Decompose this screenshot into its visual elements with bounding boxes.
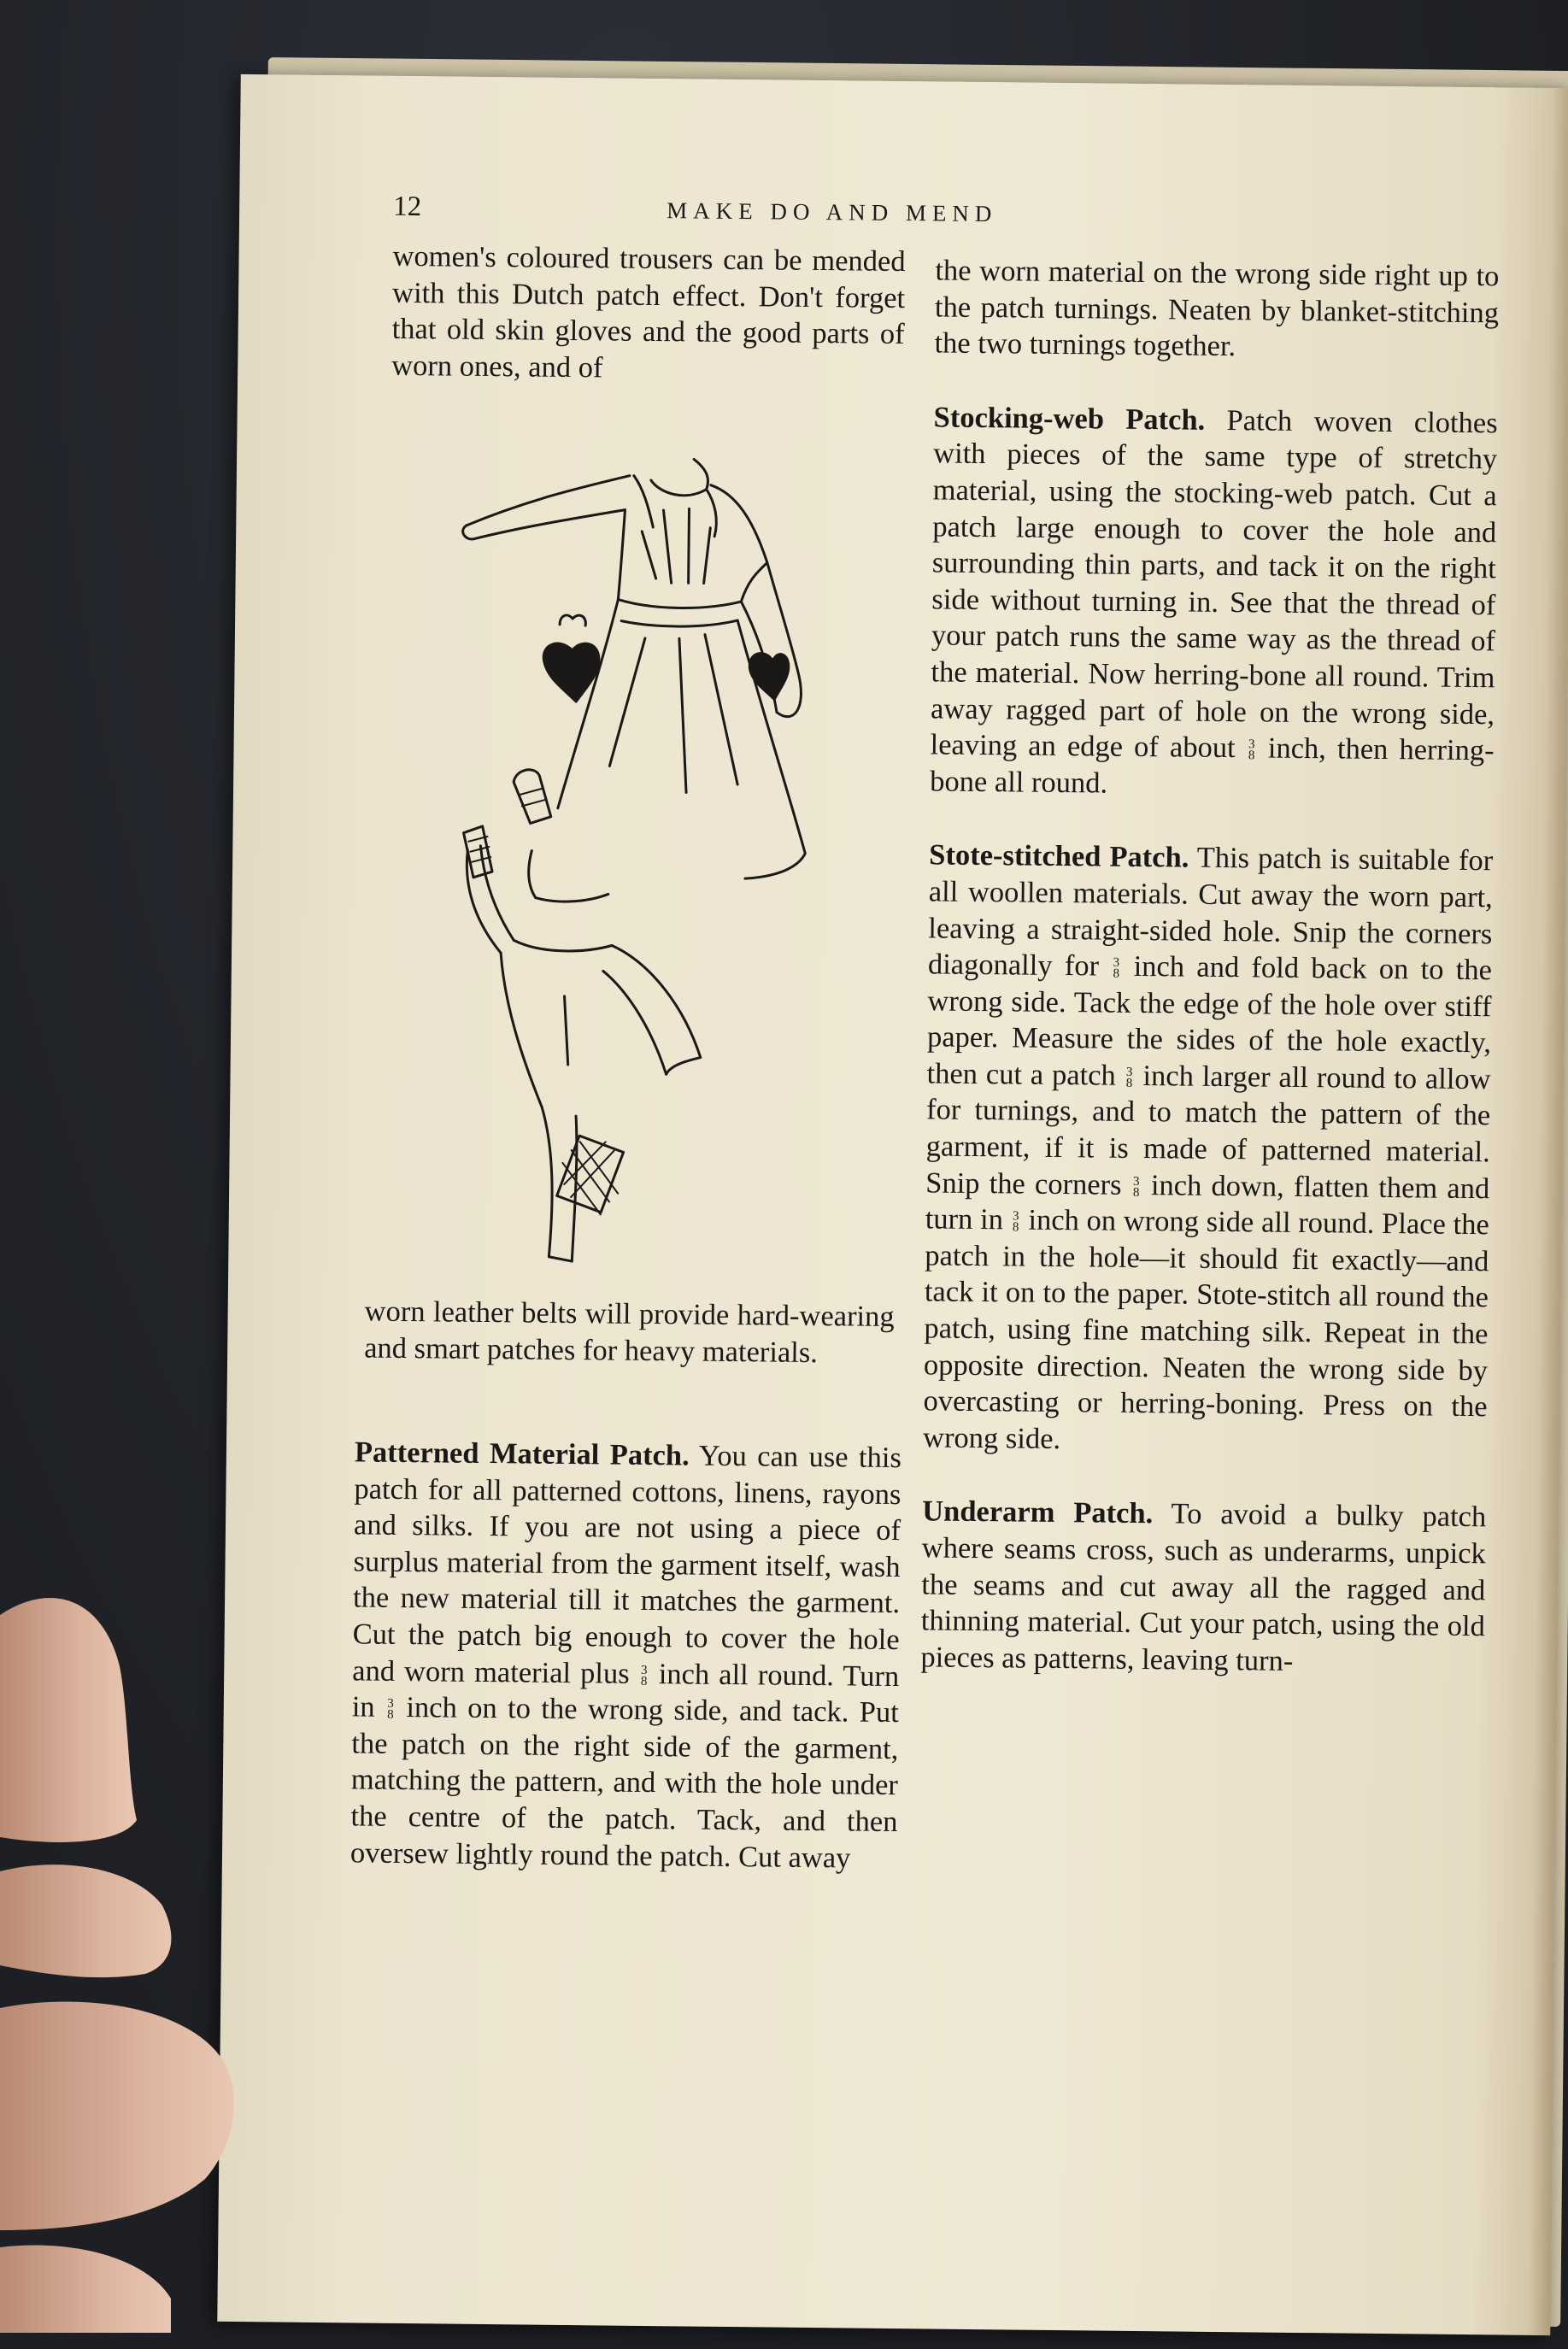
section-stote-stitched-patch [923, 837, 1494, 1462]
left-column-top [391, 238, 906, 390]
heading-stote-stitched-patch: Stote-stitched Patch. [929, 838, 1189, 874]
section-patterned-material-patch [350, 1434, 901, 1876]
right-column [920, 252, 1499, 1681]
stote-text-b: inch and fold back on to the wrong side. Tack the edge of the hole over stiff paper. Measure the sides of the hole exactly, then cut a patch [926, 949, 1493, 1092]
fraction-three-eighths: 3 8 [640, 1663, 648, 1688]
heart-patch-skirt [543, 643, 599, 702]
strap-patch-right [514, 770, 552, 824]
stote-text-d: inch down, flatten them and turn in [925, 1168, 1490, 1236]
fraction-three-eighths: 3 8 [1012, 1209, 1019, 1235]
stocking-text-a: Patch woven clothes with pieces of the same type of stretchy material, using the stocking-web patch. Cut a patch large enough to cover the hole and surrounding thin parts, and tack it on the right side without turning in. See that the thread of your patch runs the same way as the thread of the material. Now herring-bone all round. Trim away ragged part of hole on the wrong side, leaving an edge of about [930, 403, 1498, 765]
fraction-three-eighths: 3 8 [1113, 955, 1120, 981]
left-column-mid [364, 1294, 895, 1372]
heart-patch-elbow [749, 653, 789, 699]
dungarees-drawing [459, 769, 703, 1263]
fraction-three-eighths: 3 8 [1248, 737, 1255, 763]
paragraph-leather-belts: worn leather belts will provide hard-wearing and smart patches for heavy materials. [364, 1295, 895, 1369]
fraction-three-eighths: 3 8 [1132, 1174, 1140, 1200]
patterned-text-c: inch on to the wrong side, and tack. Put the patch on the right side of the garment, matching the pattern, and with the hole under the centre of the patch. Tack, and then oversew lightly round the patch. Cut away [349, 1691, 899, 1875]
dress-drawing [459, 457, 809, 879]
fraction-three-eighths: 3 8 [1125, 1065, 1133, 1090]
stote-text-c: inch larger all round to allow for turnings, and to match the pattern of the garment, if it is made of patterned material. Snip the corners [925, 1059, 1491, 1201]
fraction-three-eighths: 3 8 [387, 1697, 394, 1723]
stote-text-a: This patch is suitable for all woollen materials. Cut away the worn part, leaving a straight-sided hole. Snip the corners diagonally for [927, 841, 1494, 983]
left-column-bottom [350, 1434, 901, 1876]
section-stocking-web-patch [930, 399, 1498, 805]
running-title: MAKE DO AND MEND [667, 197, 998, 227]
heading-underarm-patch: Underarm Patch. [922, 1495, 1154, 1530]
stocking-text-b: inch, then herring-bone all round. [929, 731, 1495, 800]
heading-patterned-material-patch: Patterned Material Patch. [354, 1436, 690, 1472]
garment-illustration [425, 405, 913, 1307]
paragraph-blanket-stitching: the worn material on the wrong side right up to the patch turnings. Neaten by blanket-stitching the two turnings together. [934, 254, 1500, 363]
underarm-text-a: To avoid a bulky patch where seams cross, such as underarms, unpick the seams and cut away all the ragged and thinning material. Cut your patch, using the old pieces as patterns, leaving turn- [920, 1497, 1487, 1677]
page-number: 12 [393, 191, 422, 223]
heading-stocking-web-patch: Stocking-web Patch. [933, 401, 1206, 437]
patterned-text-a: You can use this patch for all patterned cottons, linens, rayons and silks. If you are not using a piece of surplus material from the garment itself, wash the new material till it matches the garment. Cut the patch big enough to cover the hole and worn material plus [352, 1439, 902, 1690]
stote-text-e: inch on wrong side all round. Place the patch in the hole—it should fit exactly—and tack it on to the paper. Stote-stitch all round the patch, using fine matching silk. Repeat in the opposite direction. Neaten the wrong side by overcasting or herring-boning. Press on the wrong side. [922, 1203, 1489, 1455]
section-underarm-patch [920, 1494, 1486, 1682]
page-header [393, 191, 1521, 246]
patterned-text-b: inch all round. Turn in [351, 1657, 900, 1724]
paragraph-dutch-patch: women's coloured trousers can be mended with this Dutch patch effect. Don't forget that old skin gloves and the good parts of worn ones, and of [391, 239, 906, 385]
book-page [217, 74, 1568, 2335]
